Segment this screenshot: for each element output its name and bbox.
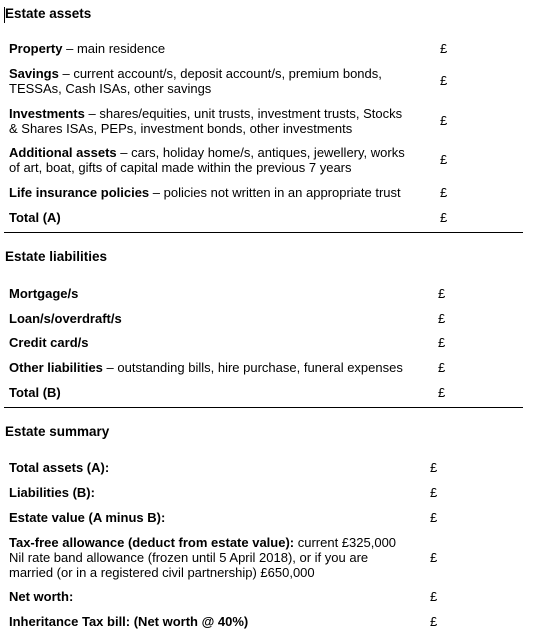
row-description: current £325,000 <box>294 535 397 550</box>
row-description-line2: of art, boat, gifts of capital made within the previous 7 years <box>9 160 352 175</box>
row-description-line3: married (or in a registered civil partnership) £650,000 <box>9 565 315 580</box>
row-savings <box>9 66 382 96</box>
currency-symbol: £ <box>440 41 448 56</box>
row-description: shares/equities, unit trusts, investment trusts, Stocks <box>99 106 403 121</box>
row-description: outstanding bills, hire purchase, funeral expenses <box>117 360 403 375</box>
row-description: policies not written in an appropriate trust <box>163 185 401 200</box>
currency-symbol: £ <box>430 589 438 604</box>
row-net-worth <box>9 589 73 604</box>
currency-symbol: £ <box>440 113 448 128</box>
currency-symbol: £ <box>430 614 438 629</box>
currency-symbol: £ <box>430 510 438 525</box>
row-label: Loan/s/overdraft/s <box>9 311 122 326</box>
row-label: Liabilities (B): <box>9 485 95 500</box>
row-description: main residence <box>76 41 166 56</box>
currency-symbol: £ <box>430 485 438 500</box>
row-description: current account/s, deposit account/s, premium bonds, <box>73 66 382 81</box>
row-label: Estate value (A minus B): <box>9 510 166 525</box>
row-total-b <box>9 385 61 400</box>
row-label: Other liabilities <box>9 360 103 375</box>
row-label: Savings <box>9 66 59 81</box>
row-label: Inheritance Tax bill: (Net worth @ 40%) <box>9 614 249 629</box>
currency-symbol: £ <box>438 335 446 350</box>
row-inheritance-tax-bill <box>9 614 248 629</box>
row-label: Life insurance policies <box>9 185 150 200</box>
row-separator: – <box>116 145 132 160</box>
row-description-line2: & Shares ISAs, PEPs, investment bonds, other investments <box>9 121 353 136</box>
row-total-a <box>9 210 61 225</box>
row-label: Property <box>9 41 63 56</box>
row-life-insurance <box>9 185 401 200</box>
row-mortgage <box>9 286 78 301</box>
row-description-line2: TESSAs, Cash ISAs, other savings <box>9 81 212 96</box>
section-divider <box>4 407 523 408</box>
row-description: cars, holiday home/s, antiques, jewellery, works <box>131 145 405 160</box>
currency-symbol: £ <box>438 286 446 301</box>
section-title-estate-assets: Estate assets <box>5 6 92 21</box>
row-liabilities <box>9 485 95 500</box>
row-tax-free-allowance <box>9 535 396 580</box>
row-property <box>9 41 165 56</box>
currency-symbol: £ <box>440 210 448 225</box>
row-investments <box>9 106 402 136</box>
row-other-liabilities <box>9 360 403 375</box>
currency-symbol: £ <box>440 185 448 200</box>
section-divider <box>4 232 523 233</box>
row-additional-assets <box>9 145 405 175</box>
row-credit-cards <box>9 335 88 350</box>
currency-symbol: £ <box>430 550 438 565</box>
section-title-estate-liabilities: Estate liabilities <box>5 249 108 264</box>
currency-symbol: £ <box>430 460 438 475</box>
row-separator: – <box>102 360 118 375</box>
row-label: Net worth: <box>9 589 74 604</box>
section-title-estate-summary: Estate summary <box>5 424 110 439</box>
row-label: Credit card/s <box>9 335 89 350</box>
row-separator: – <box>84 106 100 121</box>
row-loans <box>9 311 122 326</box>
currency-symbol: £ <box>440 73 448 88</box>
currency-symbol: £ <box>440 152 448 167</box>
row-separator: – <box>62 41 77 56</box>
row-label: Investments <box>9 106 85 121</box>
currency-symbol: £ <box>438 311 446 326</box>
row-description-line2: Nil rate band allowance (frozen until 5 April 2018), or if you are <box>9 550 369 565</box>
row-separator: – <box>58 66 74 81</box>
row-label: Total (B) <box>9 385 61 400</box>
row-label: Total assets (A): <box>9 460 110 475</box>
row-label: Additional assets <box>9 145 117 160</box>
row-label: Total (A) <box>9 210 61 225</box>
row-label: Tax-free allowance (deduct from estate value): <box>9 535 295 550</box>
row-label: Mortgage/s <box>9 286 79 301</box>
row-separator: – <box>149 185 164 200</box>
row-total-assets <box>9 460 109 475</box>
row-estate-value <box>9 510 165 525</box>
currency-symbol: £ <box>438 385 446 400</box>
currency-symbol: £ <box>438 360 446 375</box>
